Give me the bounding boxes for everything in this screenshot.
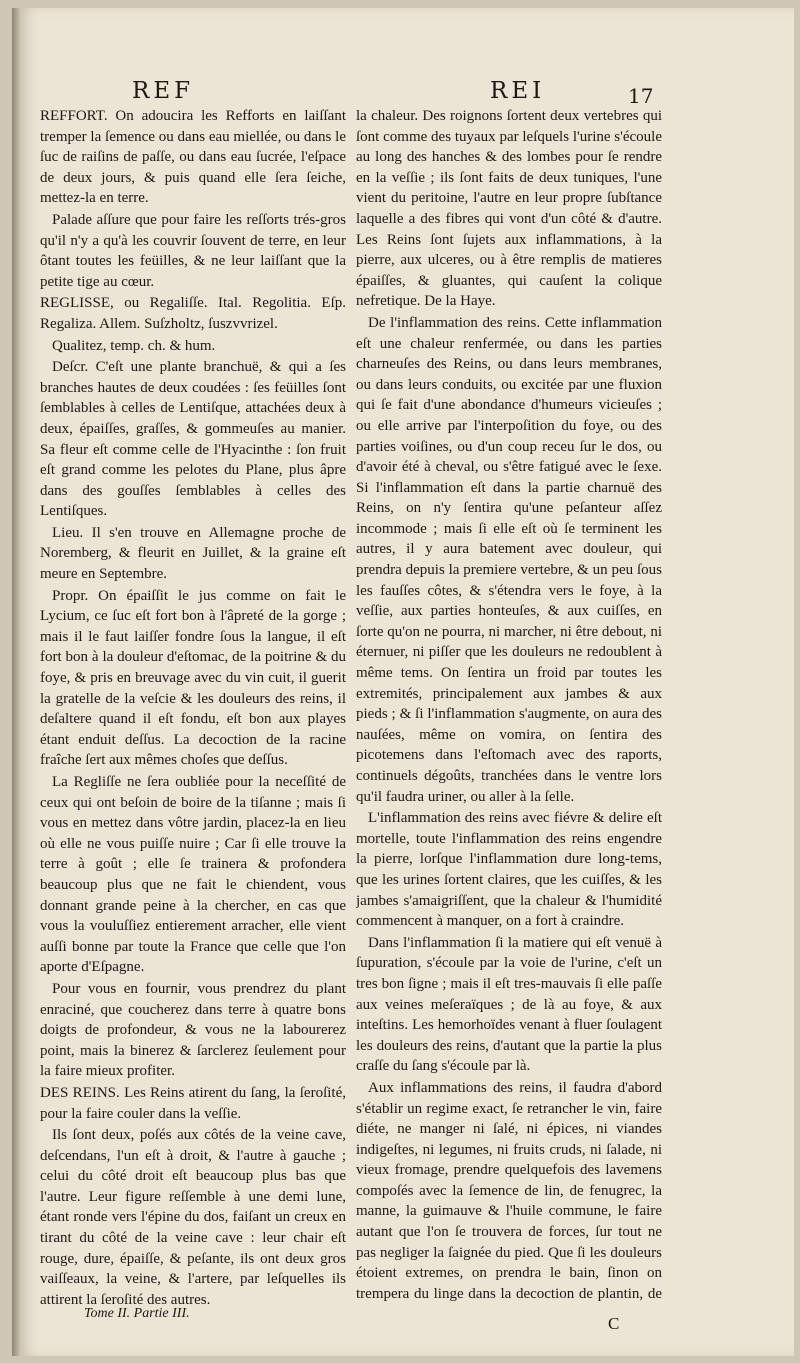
paragraph: L'inflammation des reins avec fiévre & delire eſt mortelle, toute l'inflammation des reins engendre la pierre, lorſque l'inflammation dure long-tems, que les urines ſortent claires, que les cuiſſes, & les jambes s'amaigriſſent, que la chaleur & l'humidité commencent à manquer, on a fort à craindre. [356,810,662,930]
page-gutter-shadow [12,8,22,1356]
entry-reglisse: REGLISSE, ou Regaliſſe. Ital. Regolitia. Eſp. Regaliza. Allem. Suſzholtz, ſuszvvrizel. [40,295,346,332]
paragraph: Aux inflammations des reins, il faudra d'abord s'établir un regime exact, ſe retrancher le vin, faire diéte, ne manger ni ſalé, ni épices, ni viandes indigeſtes, ni legumes, ni fruits cruds, ni ſalade, ni vieux fromage, prendre quelquefois des lavemens compoſés avec la ſemence de lin, de fenugrec, la manne, la guimauve & l'huile commune, le faire autant que l'on ſe trouvera de forces, ſur tout ne pas negliger la ſaignée du pied. Que ſi les douleurs étoient extremes, on prendra le bain, ſinon on trempera du linge dans la decoction de plantin, de [356,1079,662,1302]
book-page [12,8,794,1356]
running-head-left: REF [132,78,195,104]
running-head-right: REI [490,78,546,104]
right-column [356,106,662,1306]
paragraph: Pour vous en fournir, vous prendrez du plant enraciné, que coucherez dans terre à quatre bons doigts de profondeur, & vous ne la labourerez point, mais la binerez & ſarclerez ſeulement pour la faire mieux profiter. [40,980,346,1080]
left-column [40,106,346,1306]
volume-footer: Tome II. Partie III. [84,1306,190,1321]
page-number: 17 [628,84,654,108]
paragraph: Lieu. Il s'en trouve en Allemagne proche de Noremberg, & fleurit en Juillet, & la graine eſt meure en Septembre. [40,524,346,583]
paragraph: Propr. On épaiſſit le jus comme on fait le Lycium, ce ſuc eſt fort bon à l'âpreté de la gorge ; mais il le faut laiſſer fondre ſous la langue, il eſt fort bon à la douleur d'eſtomac, de la poitrine & du foye, & pris en breuvage avec du vin cuit, il guerit la gratelle de la veſcie & les douleurs des reins, il deſaltere quand il eſt fondu, eſt bon aux playes étant enduit deſſus. La decoction de la racine fraîche ſert aux mêmes choſes que deſſus. [40,587,346,769]
paragraph: la chaleur. Des roignons ſortent deux vertebres qui ſont comme des tuyaux par leſquels l'urine s'écoule au long des hanches & des lombes pour ſe rendre en la veſſie ; ils ſont faits de deux tuniques, l'une vient du peritoine, l'autre en leur propre ſubſtance laquelle a des fibres qui vont d'un côté & d'autre. Les Reins ſont ſujets aux inflammations, à la pierre, aux ulceres, ou à être remplis de matieres épaiſſes, & gluantes, qui cauſent la colique nefretique. De la Haye. [356,108,662,310]
paragraph: La Regliſſe ne ſera oubliée pour la neceſſité de ceux qui ont beſoin de boire de la tiſanne ; mais ſi vous en mettez dans vôtre jardin, placez-la en lieu où elle ne vous puiſſe nuire ; Car ſi elle trouve la terre à goût ; elle ſe trainera & profondera beaucoup plus que ne fait le chiendent, vous donnant grande peine à la chercher, en cas que vous la vouluſſiez entierement arracher, elle vient auſſi bonne par toute la France que celle que l'on aporte d'Eſpagne. [40,774,346,976]
entry-reffort: REFFORT. On adoucira les Refforts en laiſſant tremper la ſemence ou dans eau miellée, ou dans le ſuc de raiſins de paſſe, ou dans eau ſucrée, l'eſpace de deux jours, & puis quand elle ſera ſeiche, mettez-la en terre. [40,108,346,207]
paragraph: Deſcr. C'eſt une plante branchuë, & qui a ſes branches hautes de deux coudées : ſes feüilles ſont ſemblables à celles de Lentiſque, attachées deux à deux, épaiſſes, graſſes, & gommeuſes au manier. Sa fleur eſt comme celle de l'Hyacinthe : ſon fruit eſt grand comme les pelotes du Plane, plus âpre dans des gouſſes ſemblables à celles des Lentiſques. [40,359,346,520]
paragraph: Palade aſſure que pour faire les reſſorts trés-gros qu'il n'y a qu'à les couvrir ſouvent de terre, en leur ôtant toutes les feüilles, & ne leur laiſſant que la petite tige au cœur. [40,211,346,290]
signature-mark: C [608,1314,620,1333]
paragraph: Ils ſont deux, poſés aux côtés de la veine cave, deſcendans, l'un eſt à droit, & l'autre à gauche ; celui du côté droit eſt beaucoup plus bas que l'autre. Leur figure reſſemble à une demi lune, étant ronde vers l'épine du dos, faiſant un creux en tirant du côté de la veine cave : leur chair eſt rouge, dure, épaiſſe, & peſante, ils ont deux gros vaiſſeaux, la veine, & l'artere, par leſquelles ils attirent la ſeroſité des autres. [40,1127,346,1306]
paragraph: Dans l'inflammation ſi la matiere qui eſt venuë à ſupuration, s'écoule par la voie de l'urine, c'eſt un tres bon ſigne ; mais il eſt tres-mauvais ſi elle paſſe aux veines meſeraïques ; de là au foye, & aux inteſtins. Les hemorhoïdes venant à fluer ſoulagent les douleurs des reins, d'autant que la partie la plus craſſe du ſang s'écoule par là. [356,934,662,1075]
entry-des-reins: DES REINS. Les Reins atirent du ſang, la ſeroſité, pour la faire couler dans la veſſie. [40,1084,346,1122]
paragraph: Qualitez, temp. ch. & hum. [52,337,216,354]
section-inflammation-reins: De l'inflammation des reins. Cette inflammation eſt une chaleur renfermée, ou dans les parties charneuſes des Reins, ou dans leurs membranes, ou dans leurs conduits, ou excitée par une fluxion qui ſe fait d'une abondance d'humeurs vicieuſes ; ou elle arrive par l'interpoſition du foye, ou des parties voiſines, ou d'un coup receu ſur le dos, ou d'avoir été à cheval, ou s'être fatigué avec le ſexe. Si l'inflammation eſt dans la partie charnuë des Reins, on n'y ſentira qu'une peſanteur aſſez incommode ; mais ſi elle eſt où ſe terminent les autres, il y aura batement avec douleur, qui prendra depuis la premiere vertebre, & un peu ſous les fauſſes côtes, & s'étendra vers le foye, à la veſſie, aux parties honteuſes, & aux cuiſſes, en ſorte qu'on ne pourra, ni marcher, ni être debout, ni éternuer, ni piſſer que les douleurs ne redoublent à même tems. On ſentira un froid par toutes les extremités, principalement aux jambes & aux pieds ; & ſi l'inflammation s'augmente, on aura des nauſées, même on vomira, on ſentira des picotemens dans l'eſtomach avec des raports, continuels dégoûts, tranchées dans le ventre lors qu'il faudra uriner, ou aller à la ſelle. [356,314,662,805]
